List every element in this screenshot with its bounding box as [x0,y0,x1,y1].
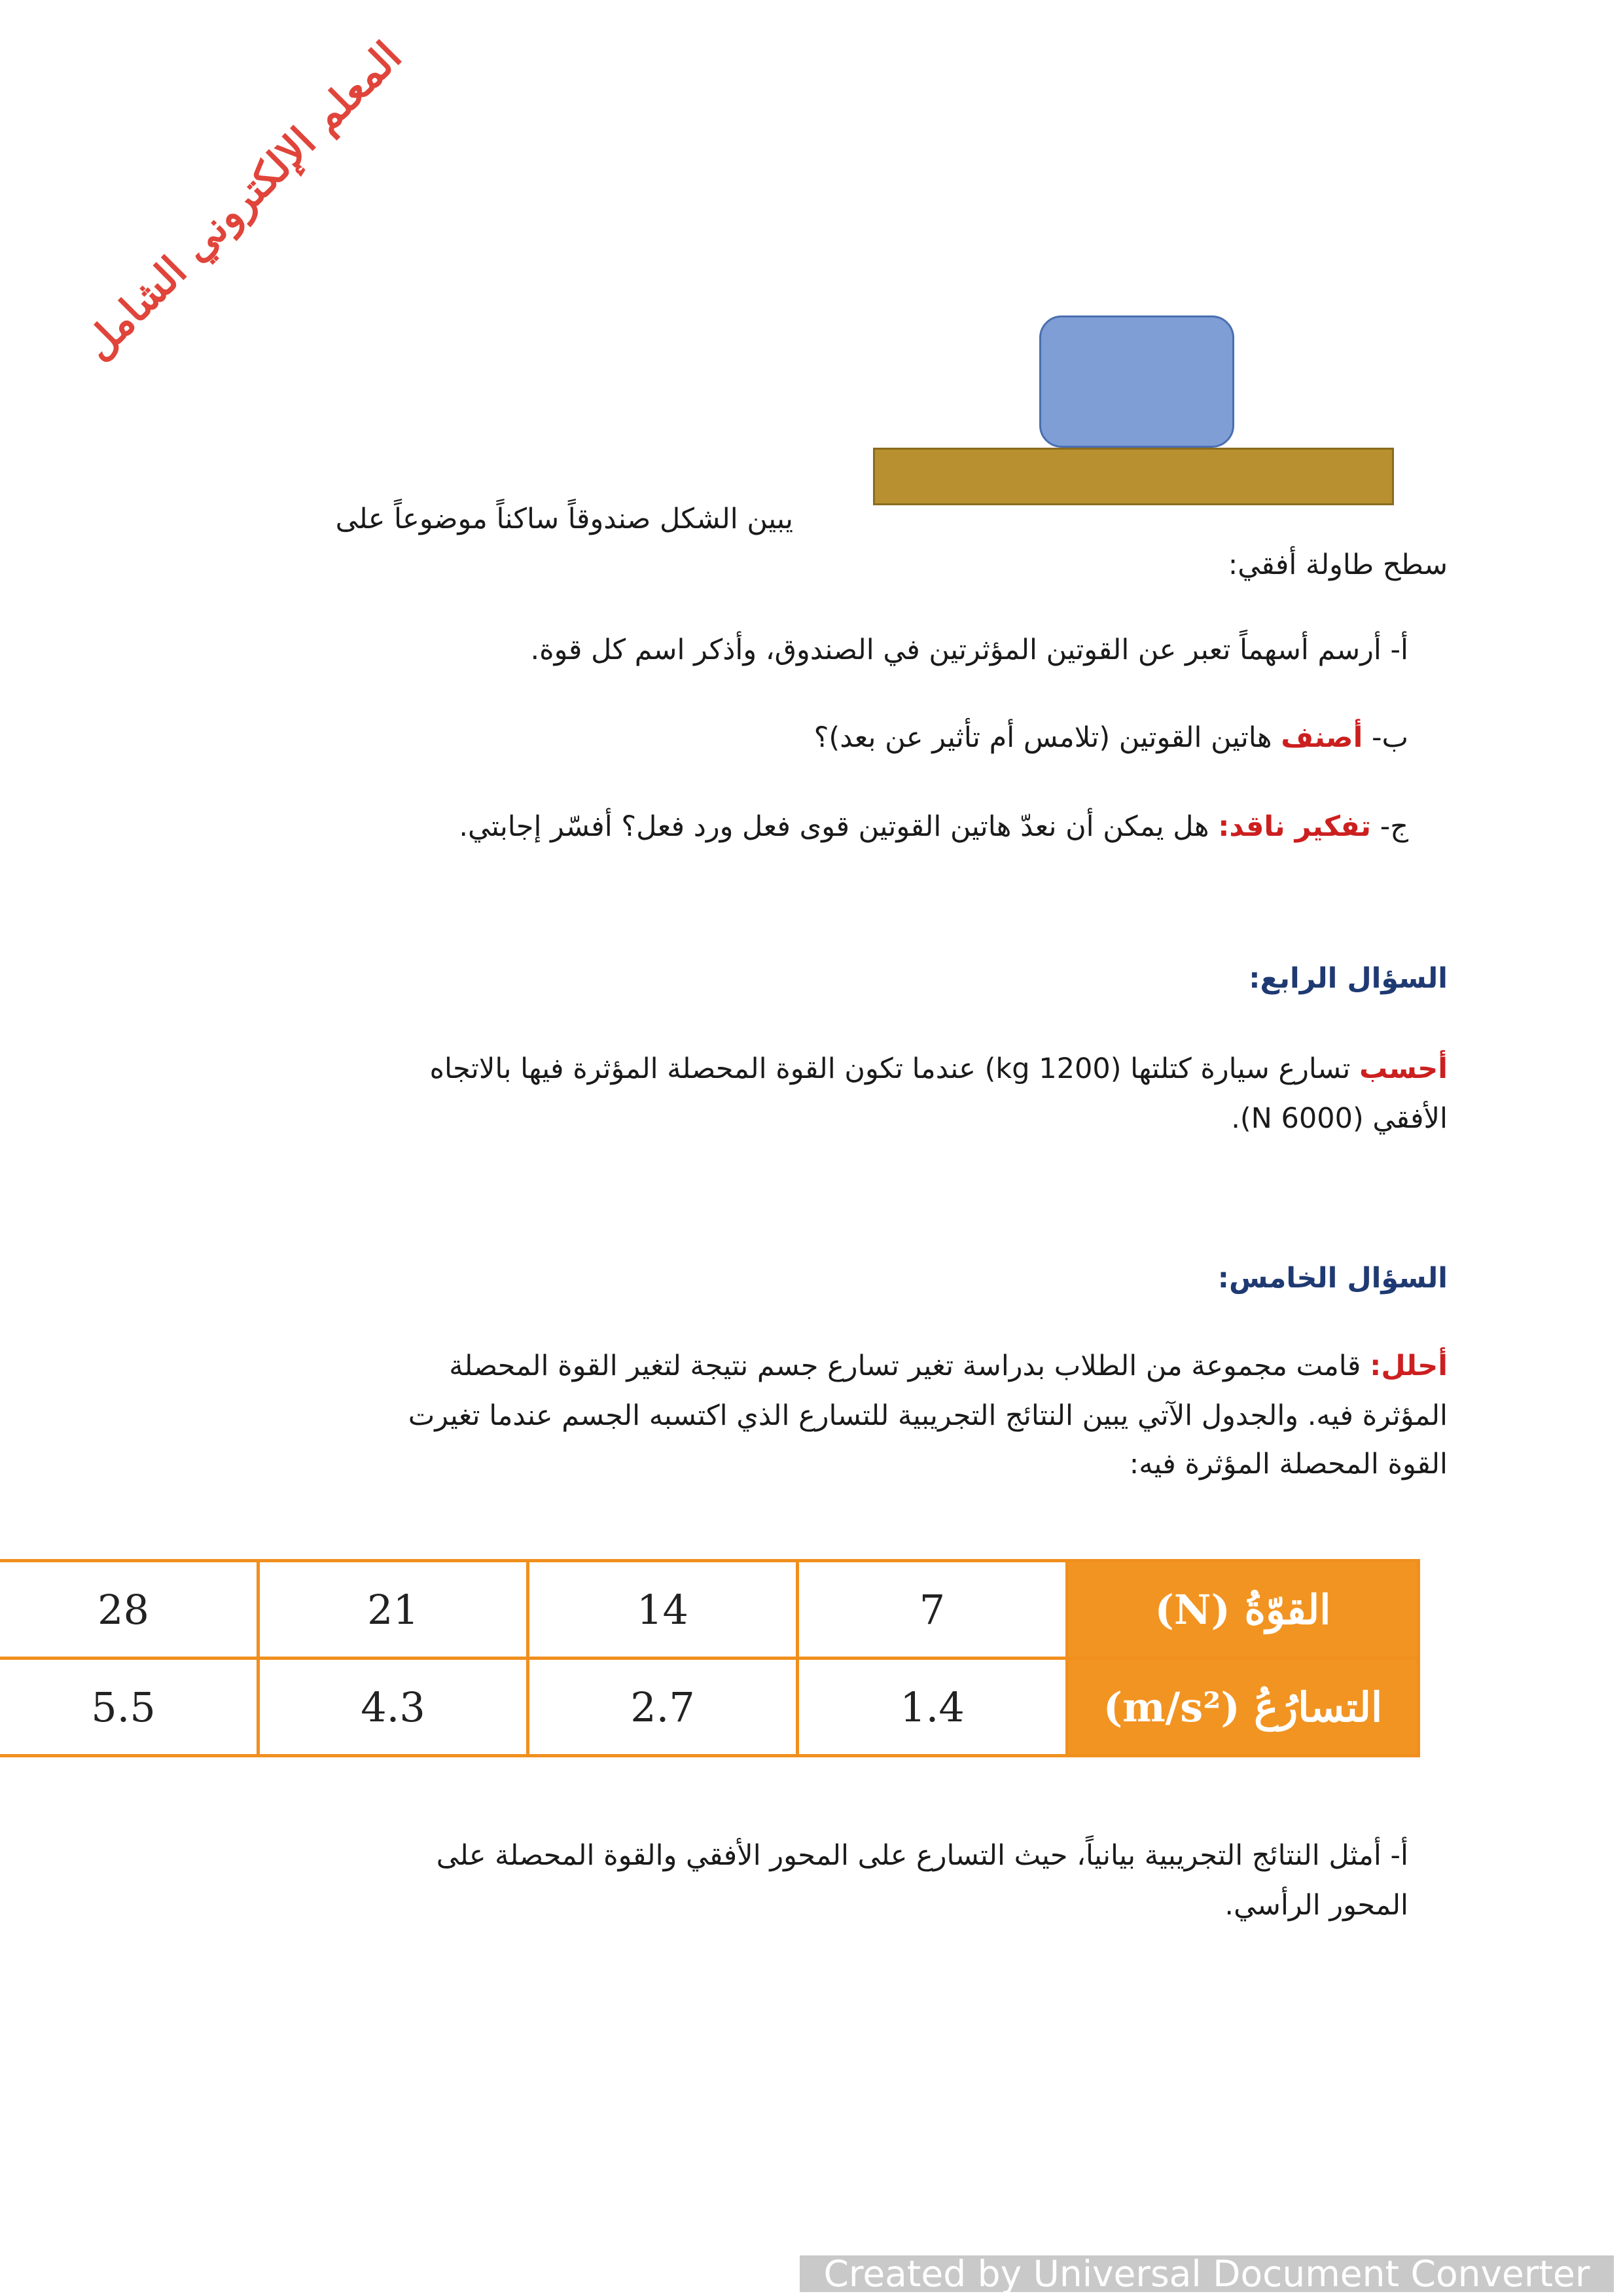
q5-line2: المؤثرة فيه. والجدول الآتي يبين النتائج التجريبية للتسارع الذي اكتسبه الجسم عندما تغيرت [408,1399,1448,1432]
figure-caption-line1: يبين الشكل صندوقاً ساكناً موضوعاً على [335,503,793,535]
q3-b-prefix: ب- [1372,721,1408,754]
table-cell: 1.4 [798,1659,1067,1756]
q3-c-prefix: ج- [1380,810,1408,843]
q3-part-c [196,802,1408,851]
converter-footer: Created by Universal Document Converter [800,2255,1614,2292]
q5-part-a-line1: أ- أمثل النتائج التجريبية بيانياً، حيث التسارع على المحور الأفقي والقوة المحصلة على [436,1839,1408,1872]
q3-b-text: هاتين القوتين (تلامس أم تأثير عن بعد)؟ [813,721,1272,754]
box-figure [1039,315,1234,448]
q3-c-keyword: تفكير ناقد: [1218,810,1372,843]
table-cell: 5.5 [0,1659,259,1756]
q5-heading: السؤال الخامس: [1217,1262,1448,1295]
table-surface-figure [873,448,1394,505]
q3-part-a: أ- أرسم أسهماً تعبر عن القوتين المؤثرتين في الصندوق، وأذكر اسم كل قوة. [530,634,1408,666]
table-cell: 7 [798,1561,1067,1659]
q5-line1 [196,1342,1448,1390]
q4-keyword: أحسب [1359,1052,1448,1085]
table-cell: 2.7 [528,1659,798,1756]
table-header-acceleration: التسارُعُ (m/s²) [1067,1659,1419,1756]
q4-text: تسارع سيارة كتلتها (1200 kg) عندما تكون القوة المحصلة المؤثرة فيها بالاتجاه [429,1052,1351,1085]
table-row-force [0,1561,1419,1659]
q3-c-text: هل يمكن أن نعدّ هاتين القوتين قوى فعل ورد فعل؟ أفسّر إجابتي. [459,810,1209,843]
q4-line1 [196,1045,1448,1093]
table-cell: 4.3 [259,1659,528,1756]
figure-caption-line2: سطح طاولة أفقي: [1228,548,1448,581]
q5-line3: القوة المحصلة المؤثرة فيه: [1129,1448,1448,1480]
q3-part-b [196,713,1408,762]
watermark: المعلم الإلكتروني الشامل [73,32,411,369]
q4-line2: الأفقي (6000 N). [1231,1102,1448,1135]
q5-part-a-line2: المحور الرأسي. [1224,1889,1408,1922]
q5-keyword: أحلل: [1370,1350,1448,1382]
q5-text: قامت مجموعة من الطلاب بدراسة تغير تسارع جسم نتيجة لتغير القوة المحصلة [449,1350,1361,1382]
q4-heading: السؤال الرابع: [1249,962,1448,995]
table-cell: 21 [259,1561,528,1659]
table-cell: 28 [0,1561,259,1659]
force-acceleration-table [0,1559,1420,1757]
q3-b-keyword: أصنف [1281,721,1363,754]
table-cell: 14 [528,1561,798,1659]
table-header-force: القوّةُ (N) [1067,1561,1419,1659]
table-row-acceleration [0,1659,1419,1756]
